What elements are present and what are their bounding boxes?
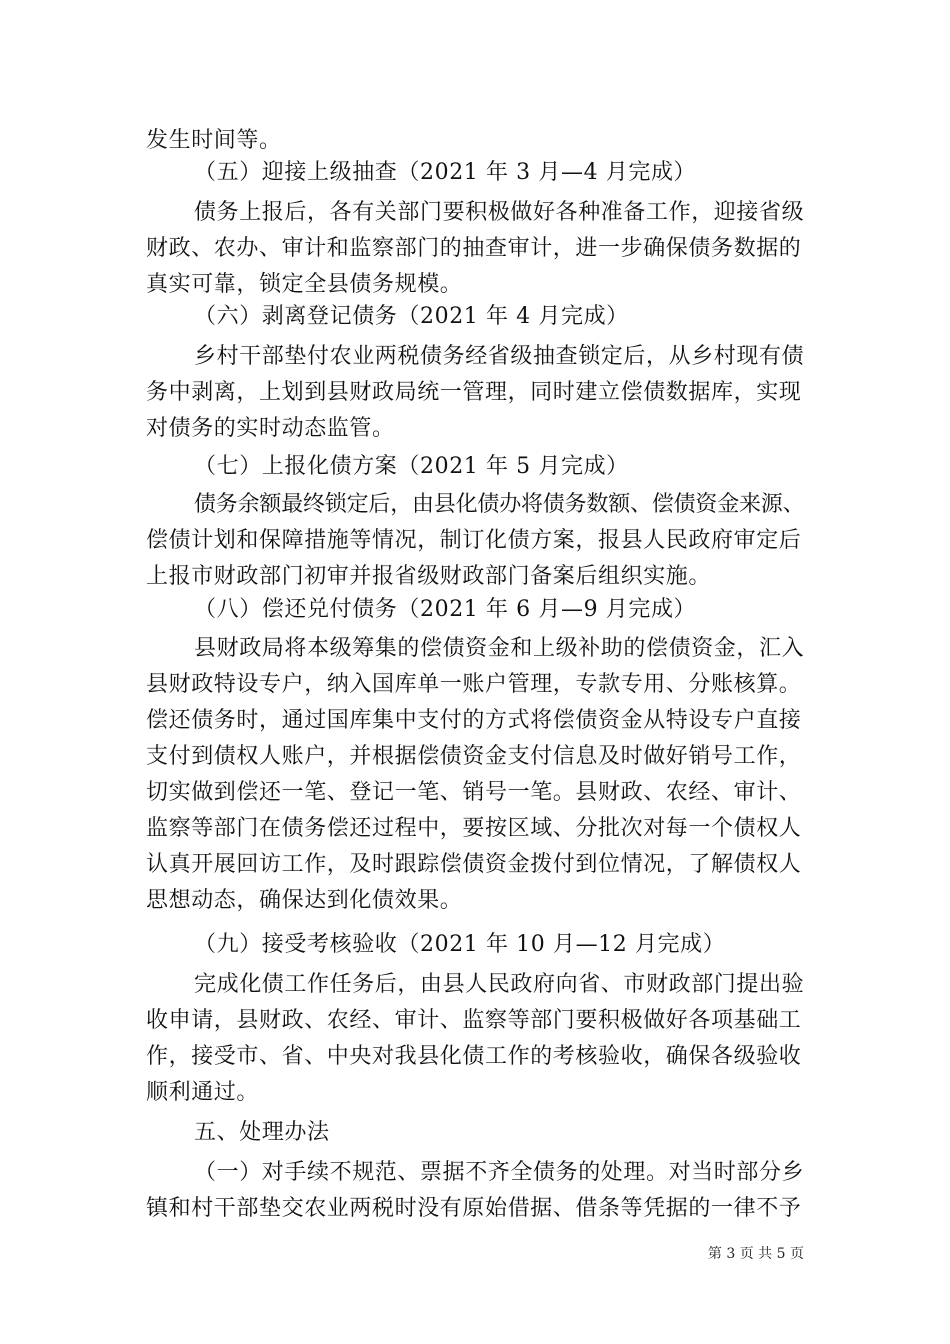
section-heading: （九）接受考核验收（2021 年 10 月—12 月完成） bbox=[194, 932, 726, 957]
text-line: 财政、农办、审计和监察部门的抽查审计，进一步确保债务数据的 bbox=[146, 236, 802, 261]
text-line: 对债务的实时动态监管。 bbox=[146, 416, 395, 441]
text-line: （一）对手续不规范、票据不齐全债务的处理。对当时部分乡 bbox=[194, 1160, 805, 1185]
text-line: 债务余额最终锁定后，由县化债办将债务数额、偿债资金来源、 bbox=[194, 492, 805, 517]
section-heading: 五、处理办法 bbox=[194, 1120, 330, 1145]
text-line: 完成化债工作任务后，由县人民政府向省、市财政部门提出验 bbox=[194, 972, 805, 997]
text-line: 乡村干部垫付农业两税债务经省级抽查锁定后，从乡村现有债 bbox=[194, 344, 805, 369]
text-line: 偿债计划和保障措施等情况，制订化债方案，报县人民政府审定后 bbox=[146, 528, 802, 553]
page-number: 第 3 页 共 5 页 bbox=[707, 1246, 804, 1262]
text-line: 收申请，县财政、农经、审计、监察等部门要积极做好各项基础工 bbox=[146, 1008, 802, 1033]
text-line: 务中剥离，上划到县财政局统一管理，同时建立偿债数据库，实现 bbox=[146, 380, 802, 405]
text-line: 镇和村干部垫交农业两税时没有原始借据、借条等凭据的一律不予 bbox=[146, 1196, 802, 1221]
text-line: 顺利通过。 bbox=[146, 1080, 260, 1105]
section-heading: （七）上报化债方案（2021 年 5 月完成） bbox=[194, 454, 629, 479]
text-line: 思想动态，确保达到化债效果。 bbox=[146, 888, 463, 913]
text-line: 偿还债务时，通过国库集中支付的方式将偿债资金从特设专户直接 bbox=[146, 708, 802, 733]
text-line: 作，接受市、省、中央对我县化债工作的考核验收，确保各级验收 bbox=[146, 1044, 802, 1069]
text-line: 切实做到偿还一笔、登记一笔、销号一笔。县财政、农经、审计、 bbox=[146, 780, 802, 805]
section-heading: （五）迎接上级抽查（2021 年 3 月—4 月完成） bbox=[194, 160, 697, 185]
text-line: 县财政特设专户，纳入国库单一账户管理，专款专用、分账核算。 bbox=[146, 672, 802, 697]
text-line: 上报市财政部门初审并报省级财政部门备案后组织实施。 bbox=[146, 564, 712, 589]
section-heading: （八）偿还兑付债务（2021 年 6 月—9 月完成） bbox=[194, 597, 697, 622]
text-line: 支付到债权人账户，并根据偿债资金支付信息及时做好销号工作， bbox=[146, 744, 802, 769]
text-line: 真实可靠，锁定全县债务规模。 bbox=[146, 272, 463, 297]
text-line: 发生时间等。 bbox=[146, 128, 282, 153]
text-line: 认真开展回访工作，及时跟踪偿债资金拨付到位情况，了解债权人 bbox=[146, 852, 802, 877]
text-line: 县财政局将本级筹集的偿债资金和上级补助的偿债资金，汇入 bbox=[194, 636, 805, 661]
text-line: 债务上报后，各有关部门要积极做好各种准备工作，迎接省级 bbox=[194, 200, 805, 225]
text-line: 监察等部门在债务偿还过程中，要按区域、分批次对每一个债权人 bbox=[146, 816, 802, 841]
section-heading: （六）剥离登记债务（2021 年 4 月完成） bbox=[194, 304, 629, 329]
